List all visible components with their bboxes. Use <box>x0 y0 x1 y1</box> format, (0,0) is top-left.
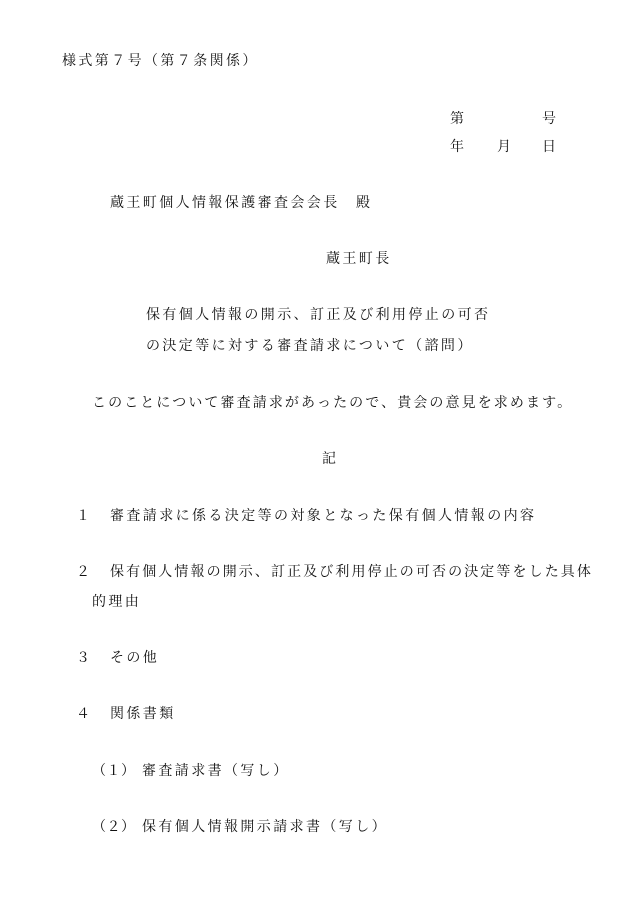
doc-date-month: 月 <box>497 139 514 155</box>
item-2-text-continued: 的理由 <box>92 594 142 610</box>
doc-date-day: 日 <box>542 139 559 155</box>
item-3-number: ３ <box>76 650 93 666</box>
attachment-2-number: （２） <box>92 819 136 835</box>
sender: 蔵王町長 <box>326 251 392 267</box>
item-4-number: ４ <box>76 706 93 722</box>
ki-heading: 記 <box>322 451 339 467</box>
item-2-number: ２ <box>76 564 93 580</box>
form-label: 様式第７号（第７条関係） <box>62 53 259 69</box>
item-1-number: １ <box>76 508 93 524</box>
subject-line-1: 保有個人情報の開示、訂正及び利用停止の可否 <box>146 307 491 323</box>
attachment-1-number: （１） <box>92 763 136 779</box>
item-3-text: その他 <box>110 650 160 666</box>
item-1-text: 審査請求に係る決定等の対象となった保有個人情報の内容 <box>110 508 537 524</box>
doc-number-suffix: 号 <box>542 111 559 127</box>
item-2-text: 保有個人情報の開示、訂正及び利用停止の可否の決定等をした具体 <box>110 564 593 580</box>
subject-line-2: の決定等に対する審査請求について（諮問） <box>146 338 474 354</box>
attachment-2-text: 保有個人情報開示請求書（写し） <box>142 819 388 835</box>
doc-date-year: 年 <box>450 139 467 155</box>
attachment-1-text: 審査請求書（写し） <box>142 763 290 779</box>
addressee: 蔵王町個人情報保護審査会会長 殿 <box>110 195 373 211</box>
doc-number-prefix: 第 <box>450 111 467 127</box>
item-4-text: 関係書類 <box>110 706 176 722</box>
body-text: このことについて審査請求があったので、貴会の意見を求めます。 <box>92 395 574 411</box>
